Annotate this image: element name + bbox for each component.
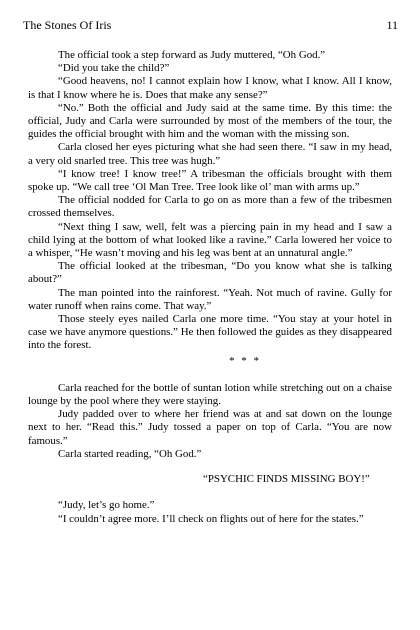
paragraph: “Good heavens, no! I cannot explain how I know, what I know. All I know, is that I know where he is. Does that make any sense?”: [28, 75, 392, 101]
paragraph: The man pointed into the rainforest. “Yeah. Not much of ravine. Gully for water runoff when rains come. That way.”: [28, 286, 392, 312]
paragraph: “Next thing I saw, well, felt was a piercing pain in my head and I saw a child lying at the bottom of what looked like a ravine.” Carla lowered her voice to a whisper, “He wasn’t moving and his leg was bent at an unnatural angle.”: [28, 220, 392, 260]
paragraph: “Did you take the child?”: [58, 62, 170, 75]
running-header: [23, 17, 398, 33]
section-separator: * * *: [229, 354, 261, 367]
paragraph: Carla started reading, “Oh God.”: [58, 447, 202, 460]
paragraph: Judy padded over to where her friend was at and sat down on the lounge next to her. “Read this.” Judy tossed a paper on top of Carla. “You are now famous.”: [28, 408, 392, 447]
paragraph: Carla reached for the bottle of suntan lotion while stretching out on a chaise lounge by the pool where they were staying.: [28, 381, 392, 408]
paragraph: The official took a step forward as Judy muttered, “Oh God.”: [58, 49, 326, 61]
paragraph: “I know tree! I know tree!” A tribesman the officials brought with them spoke up. “We call tree ‘Ol Man Tree. Tree look like ol’ man with arms up.”: [28, 167, 392, 194]
newspaper-headline: “PSYCHIC FINDS MISSING BOY!”: [203, 473, 370, 486]
paragraph: “No.” Both the official and Judy said at the same time. By this time: the official, Judy and Carla were surrounded by most of the members of the tour, the guides the official brought with him and the woman with the missing son.: [28, 101, 392, 141]
paragraph: The official nodded for Carla to go on as more than a few of the tribesmen crossed themselves.: [28, 194, 392, 220]
paragraph: Those steely eyes nailed Carla one more time. “You stay at your hotel in case we have anymore questions.” He then followed the guides as they disappeared into the forest.: [28, 313, 392, 352]
paragraph: Carla closed her eyes picturing what she had seen there. “I saw in my head, a very old snarled tree. This tree was hugh.”: [28, 141, 392, 167]
paragraph: The official looked at the tribesman, “Do you know what she is talking about?”: [28, 260, 392, 286]
paragraph: “Judy, let’s go home.”: [58, 499, 155, 512]
paragraph: “I couldn’t agree more. I’ll check on flights out of here for the states.”: [58, 512, 364, 525]
book-title: The Stones Of Iris: [23, 18, 112, 32]
page-body: [28, 49, 392, 526]
page-number: 11: [386, 18, 398, 32]
